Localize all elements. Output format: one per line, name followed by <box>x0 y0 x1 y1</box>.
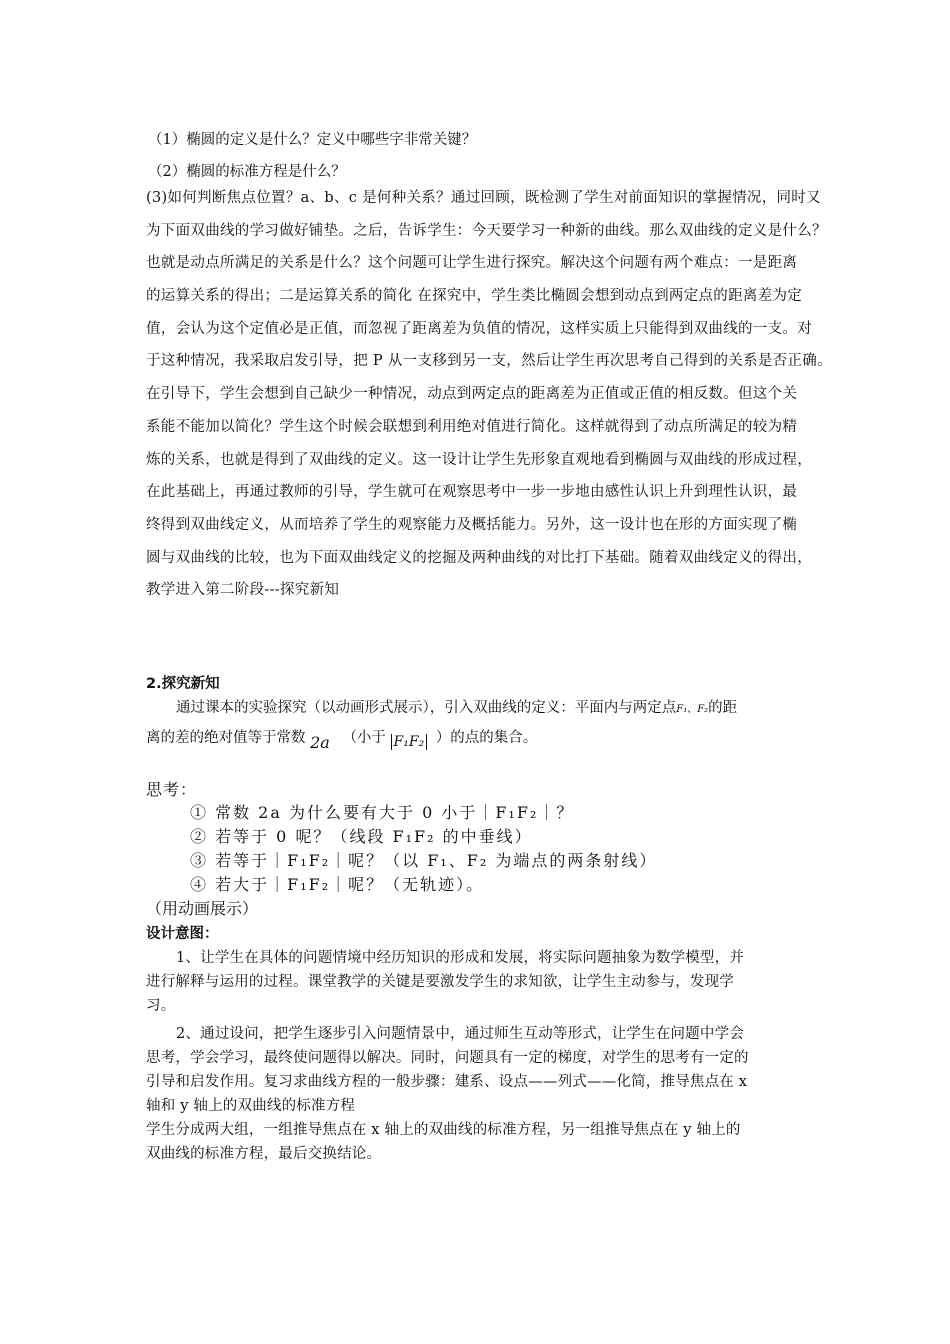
paragraph-line: 炼的关系，也就是得到了双曲线的定义。这一设计让学生先形象直观地看到椭圆与双曲线的形成过程， <box>146 451 812 468</box>
paragraph-line: 教学进入第二阶段---探究新知 <box>146 582 340 599</box>
definition-line-2 <box>146 726 538 752</box>
review-question-1: （1）椭圆的定义是什么？定义中哪些字非常关键？ <box>148 132 477 148</box>
constant-2a: 2a <box>310 733 330 752</box>
paragraph-line: 思考，学会学习，最终使问题得以解决。同时，问题具有一定的梯度，对学生的思考有一定的 <box>146 1050 749 1066</box>
paragraph-line: 学生分成两大组，一组推导焦点在 x 轴上的双曲线的标准方程，另一组推导焦点在 y 轴上的 <box>146 1122 741 1138</box>
design-intent-heading: 设计意图： <box>146 926 219 942</box>
section-heading: 2.探究新知 <box>146 676 220 692</box>
paragraph-line: 1、让学生在具体的问题情境中经历知识的形成和发展，将实际问题抽象为数学模型，并 <box>176 950 745 966</box>
think-item-2: ② 若等于 0 呢？（线段 F₁F₂ 的中垂线） <box>190 827 533 846</box>
design-intent-para-2 <box>146 1022 749 1166</box>
think-label: 思考： <box>146 780 198 799</box>
paragraph-line: 于这种情况，我采取启发引导，把 P 从一支移到另一支，然后让学生再次思考自己得到的关系是否正确。 <box>146 353 832 370</box>
paragraph-line: 为下面双曲线的学习做好铺垫。之后，告诉学生：今天要学习一种新的曲线。那么双曲线的定义是什么？ <box>146 222 827 239</box>
paragraph-line: 在引导下，学生会想到自己缺少一种情况，动点到两定点的距离差为正值或正值的相反数。但这个关 <box>146 386 798 403</box>
paragraph-line: 2、通过设问，把学生逐步引入问题情景中，通过师生互动等形式，让学生在问题中学会 <box>176 1026 745 1042</box>
paragraph-line: (3)如何判断焦点位置？a、b、c 是何种关系？通过回顾，既检测了学生对前面知识的掌握情况，同时又 <box>146 190 821 206</box>
paragraph-line: 轴和 y 轴上的双曲线的标准方程 <box>146 1098 356 1114</box>
paragraph-line: 在此基础上，再通过教师的引导，学生就可在观察思考中一步一步地由感性认识上升到理性认识，最 <box>146 484 798 501</box>
animation-note: （用动画展示） <box>146 899 259 918</box>
paragraph-line: 值，会认为这个定值必是正值，而忽视了距离差为负值的情况，这样实质上只能得到双曲线的一支。对 <box>146 320 812 337</box>
paragraph-line: 的运算关系的得出；二是运算关系的简化 在探究中，学生类比椭圆会想到动点到两定点的距离差为定 <box>146 288 803 305</box>
intro-paragraph <box>146 182 832 607</box>
definition-line-1 <box>176 696 737 717</box>
paragraph-line: 习。 <box>146 998 176 1014</box>
abs-f1f2: F₁F₂ <box>391 734 428 750</box>
think-item-1: ① 常数 2a 为什么要有大于 0 小于｜F₁F₂｜？ <box>190 803 575 822</box>
definition-text: 离的差的绝对值等于常数 <box>146 730 306 746</box>
paren-close: ）的点的集合。 <box>435 730 538 746</box>
paragraph-line: 引导和启发作用。复习求曲线方程的一般步骤：建系、设点——列式——化简，推导焦点在 x <box>146 1074 748 1090</box>
foci-symbols: F₁、F₂ <box>676 704 709 715</box>
think-item-3: ③ 若等于｜F₁F₂｜呢？（以 F₁、F₂ 为端点的两条射线） <box>190 851 658 870</box>
paragraph-line: 双曲线的标准方程，最后交换结论。 <box>146 1146 382 1162</box>
design-intent-para-1 <box>146 946 744 1018</box>
definition-text: 通过课本的实验探究（以动画形式展示），引入双曲线的定义：平面内与两定点 <box>176 700 677 716</box>
paragraph-line: 圆与双曲线的比较，也为下面双曲线定义的挖掘及两种曲线的对比打下基础。随着双曲线定义的得出， <box>146 549 812 566</box>
paragraph-line: 也就是动点所满足的关系是什么？这个问题可让学生进行探究。解决这个问题有两个难点：一是距离 <box>146 255 798 272</box>
paragraph-line: 进行解释与运用的过程。课堂教学的关键是要激发学生的求知欲，让学生主动参与，发现学 <box>146 974 734 990</box>
paren-open: （小于 <box>342 730 386 746</box>
review-question-2: （2）椭圆的标准方程是什么？ <box>148 164 346 180</box>
definition-text-tail: 的距 <box>708 700 738 716</box>
paragraph-line: 终得到双曲线定义，从而培养了学生的观察能力及概括能力。另外，这一设计也在形的方面实现了椭 <box>146 516 798 533</box>
think-item-4: ④ 若大于｜F₁F₂｜呢？（无轨迹）。 <box>190 875 485 894</box>
paragraph-line: 系能不能加以简化？学生这个时候会联想到利用绝对值进行简化。这样就得到了动点所满足的较为精 <box>146 418 798 435</box>
